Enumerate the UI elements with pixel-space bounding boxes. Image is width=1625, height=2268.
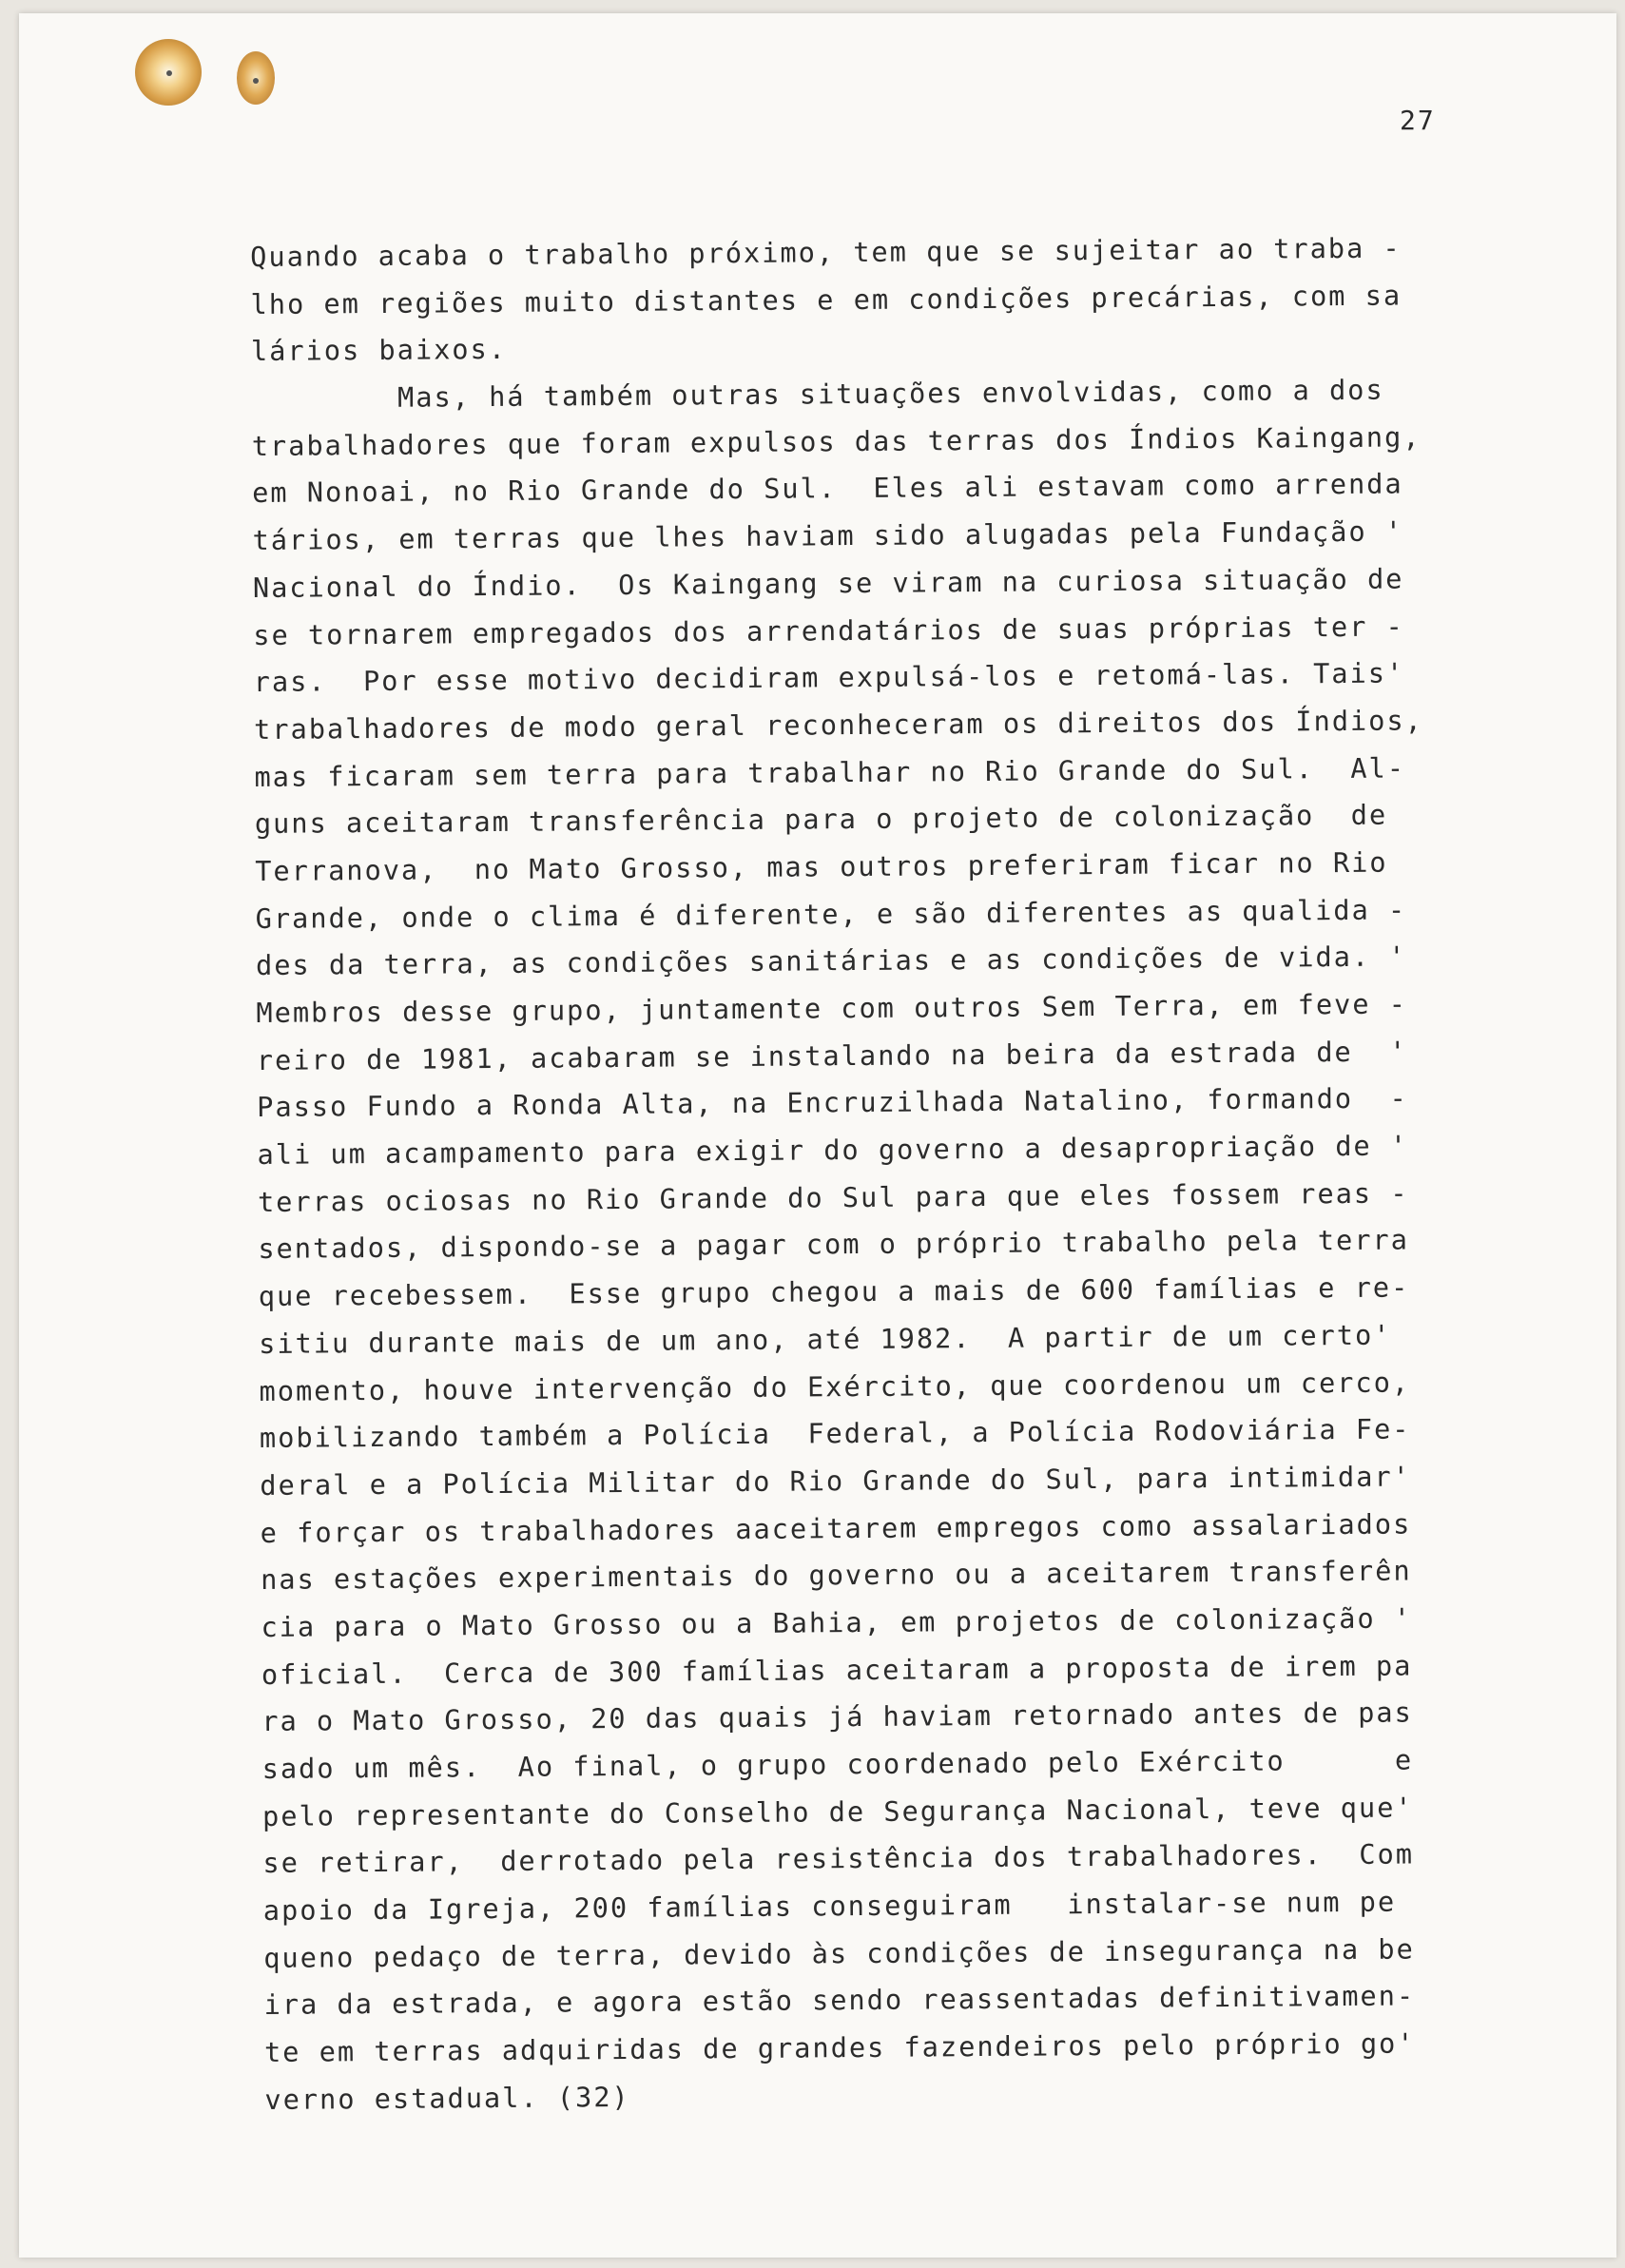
text-line: verno estadual. (32) [264,2080,630,2116]
text-line: se tornarem empregados dos arrendatários de suas próprias ter - [253,609,1404,651]
body-text [250,224,1484,2124]
text-line: deral e a Polícia Militar do Rio Grande do Sul, para intimidar' [260,1460,1411,1502]
rust-stain-center [166,70,172,76]
text-line: des da terra, as condições sanitárias e as condições de vida. ' [255,940,1407,982]
text-line: Nacional do Índio. Os Kaingang se viram na curiosa situação de [252,562,1404,604]
text-line: que recebessem. Esse grupo chegou a mais de 600 famílias e re- [258,1270,1410,1313]
text-line: Grande, onde o clima é diferente, e são diferentes as qualida - [255,893,1407,935]
text-line: Quando acaba o trabalho próximo, tem que se sujeitar ao traba - [250,231,1402,273]
text-line: lho em regiões muito distantes e em condições precárias, com sa [250,279,1403,320]
text-line: Passo Fundo a Ronda Alta, na Encruzilhada Natalino, formando - [257,1081,1408,1124]
document-page [19,13,1616,2258]
text-line: ira da estrada, e agora estão sendo reassentadas definitivamen- [263,1979,1416,2022]
text-line: reiro de 1981, acabaram se instalando na beira da estrada de ' [256,1035,1408,1076]
text-line: e forçar os trabalhadores aaceitarem empregos como assalariados [260,1507,1412,1549]
text-line: nas estações experimentais do governo ou a aceitarem transferên [260,1554,1412,1597]
text-line: lários baixos. [250,333,508,368]
text-line: se retirar, derrotado pela resistência dos trabalhadores. Com [262,1837,1415,1880]
text-line: sentados, dispondo-se a pagar com o próprio trabalho pela terra [258,1223,1410,1266]
text-line: Mas, há também outras situações envolvidas, como a dos [251,373,1384,416]
text-line: mobilizando também a Polícia Federal, a Polícia Rodoviária Fe- [259,1412,1411,1455]
text-line: oficial. Cerca de 300 famílias aceitaram a proposta de irem pa [261,1649,1413,1691]
text-line: sado um mês. Ao final, o grupo coordenado pelo Exército e [261,1743,1414,1785]
rust-stain-center [253,78,259,84]
text-line: ra o Mato Grosso, 20 das quais já haviam retornado antes de pas [261,1696,1413,1738]
text-line: guns aceitaram transferência para o projeto de colonização de [254,798,1388,841]
text-line: apoio da Igreja, 200 famílias conseguiram instalar-se num pe [262,1885,1397,1928]
text-line: trabalhadores que foram expulsos das terras dos Índios Kaingang, [251,420,1422,462]
text-line: mas ficaram sem terra para trabalhar no Rio Grande do Sul. Al- [254,751,1406,793]
text-line: te em terras adquiridas de grandes fazendeiros pelo próprio go' [263,2026,1416,2069]
text-line: sitiu durante mais de um ano, até 1982. A partir de um certo' [259,1318,1392,1360]
text-line: Membros desse grupo, juntamente com outros Sem Terra, em feve - [256,987,1408,1029]
text-line: ras. Por esse motivo decidiram expulsá-los e retomá-las. Tais' [253,656,1405,699]
text-line: Terranova, no Mato Grosso, mas outros preferiram ficar no Rio [255,845,1388,887]
text-line: pelo representante do Conselho de Segurança Nacional, teve que' [261,1791,1414,1832]
text-line: terras ociosas no Rio Grande do Sul para que eles fossem reas - [257,1176,1409,1218]
text-line: cia para o Mato Grosso ou a Bahia, em projetos de colonização ' [261,1601,1413,1643]
text-line: momento, houve intervenção do Exército, que coordenou um cerco, [259,1365,1411,1407]
text-line: em Nonoai, no Rio Grande do Sul. Eles ali estavam como arrenda [252,467,1403,510]
page-number: 27 [1400,105,1436,136]
text-line: tários, em terras que lhes haviam sido alugadas pela Fundação ' [252,514,1404,557]
text-line: ali um acampamento para exigir do governo a desapropriação de ' [257,1129,1409,1172]
text-line: queno pedaço de terra, devido às condições de insegurança na be [263,1932,1415,1974]
text-line: trabalhadores de modo geral reconheceram os direitos dos Índios, [253,704,1423,746]
